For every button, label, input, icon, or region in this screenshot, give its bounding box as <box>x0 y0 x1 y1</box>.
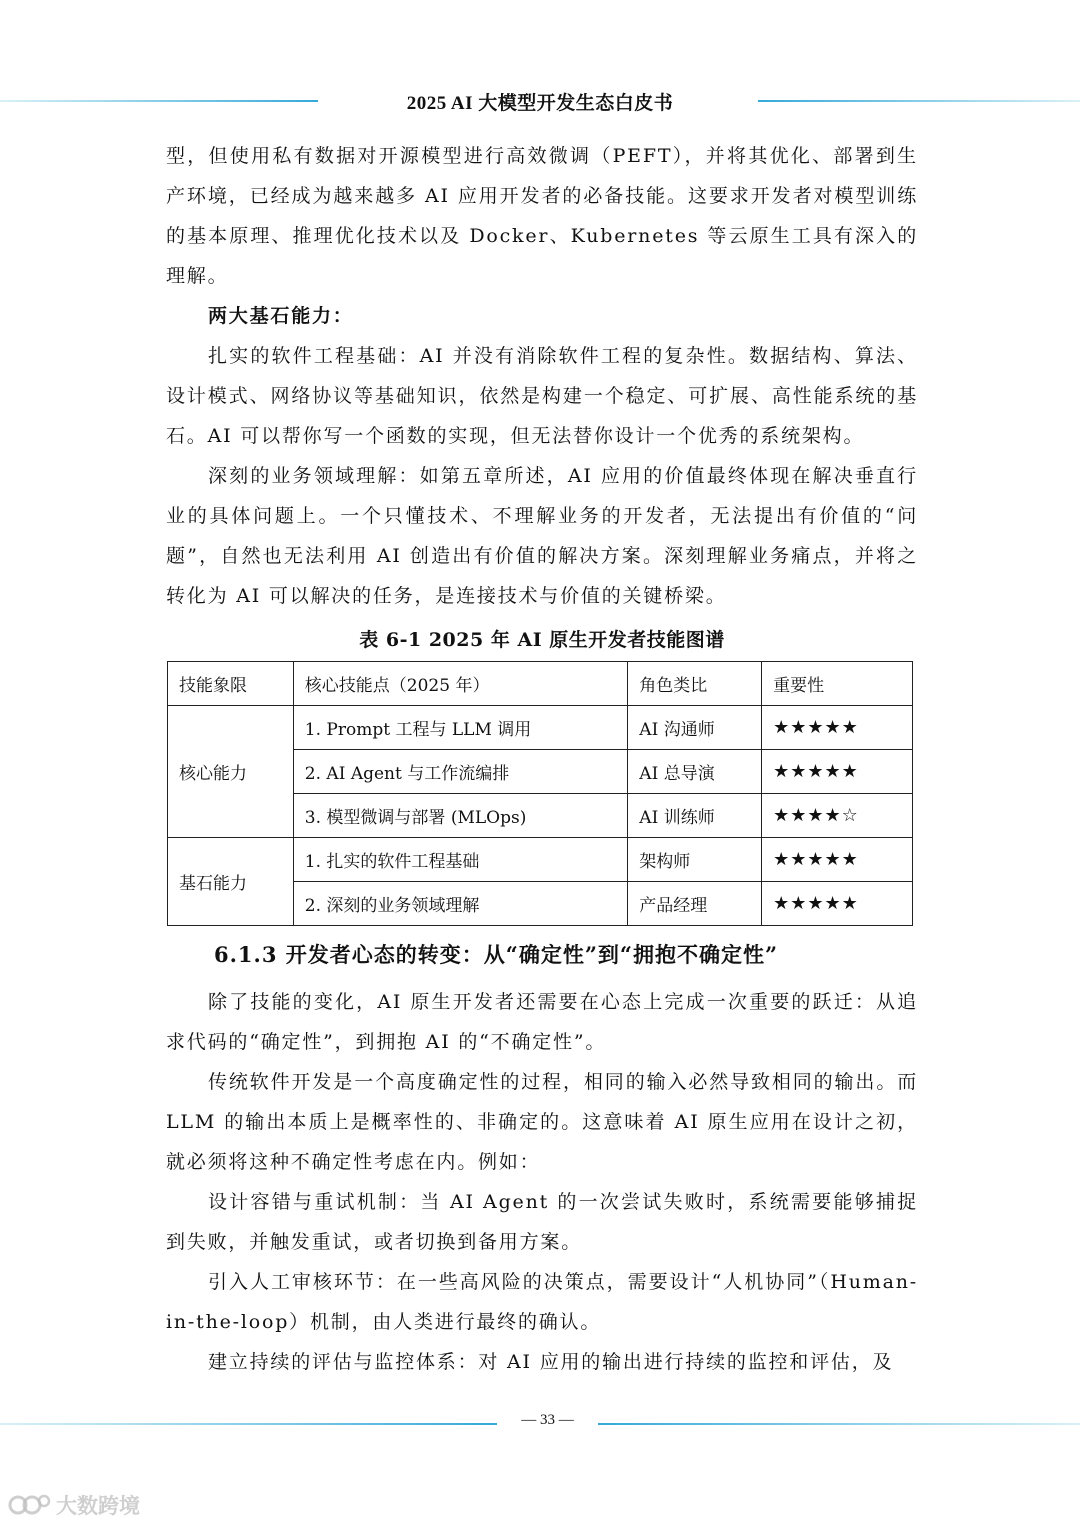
paragraph-continuation: 型，但使用私有数据对开源模型进行高效微调（PEFT），并将其优化、部署到生产环境，已经成为越来越多 AI 应用开发者的必备技能。这要求开发者对模型训练的基本原理、推理优化技术以及 Docker、Kubernetes 等云原生工具有深入的理解。 <box>166 145 918 287</box>
skills-table <box>167 661 913 926</box>
table-row <box>168 706 913 750</box>
rating-stars: ★★★★★ <box>762 882 913 926</box>
table-caption: 表 6-1 2025 年 AI 原生开发者技能图谱 <box>359 629 725 651</box>
role-cell: AI 沟通师 <box>628 706 762 750</box>
page-content <box>166 136 918 1382</box>
paragraph-software-engineering: 扎实的软件工程基础：AI 并没有消除软件工程的复杂性。数据结构、算法、设计模式、网络协议等基础知识，依然是构建一个稳定、可扩展、高性能系统的基石。AI 可以帮你写一个函数的实现，但无法替你设计一个优秀的系统架构。 <box>166 345 918 447</box>
paragraph-fault-tolerance: 设计容错与重试机制：当 AI Agent 的一次尝试失败时，系统需要能够捕捉到失败，并触发重试，或者切换到备用方案。 <box>166 1191 918 1253</box>
watermark-text: 大数跨境 <box>56 1494 140 1518</box>
table-header-row <box>168 662 913 706</box>
section-heading: 6.1.3 开发者心态的转变：从“确定性”到“拥抱不确定性” <box>214 942 779 967</box>
subheading-two-foundations: 两大基石能力： <box>208 305 354 327</box>
skill-cell: 1. Prompt 工程与 LLM 调用 <box>293 706 628 750</box>
role-cell: 架构师 <box>628 838 762 882</box>
quadrant-cell: 核心能力 <box>168 706 294 838</box>
table-row <box>168 838 913 882</box>
page-number: — 33 — <box>521 1412 574 1428</box>
column-header: 重要性 <box>762 662 913 706</box>
header-rule-left <box>0 100 318 102</box>
quadrant-cell: 基石能力 <box>168 838 294 926</box>
watermark-logo-icon <box>8 1492 52 1518</box>
role-cell: 产品经理 <box>628 882 762 926</box>
paragraph-human-review: 引入人工审核环节：在一些高风险的决策点，需要设计“人机协同”（Human-in-the-loop）机制，由人类进行最终的确认。 <box>166 1271 918 1333</box>
paragraph-monitoring: 建立持续的评估与监控体系：对 AI 应用的输出进行持续的监控和评估，及 <box>208 1351 894 1373</box>
running-header-title: 2025 AI 大模型开发生态白皮书 <box>406 93 674 114</box>
column-header: 角色类比 <box>628 662 762 706</box>
skill-cell: 1. 扎实的软件工程基础 <box>293 838 628 882</box>
header-rule-right <box>758 100 1080 102</box>
skill-cell: 2. 深刻的业务领域理解 <box>293 882 628 926</box>
rating-stars: ★★★★★ <box>762 706 913 750</box>
rating-stars: ★★★★☆ <box>762 794 913 838</box>
footer-rule-right <box>598 1423 1080 1425</box>
column-header: 核心技能点（2025 年） <box>293 662 628 706</box>
paragraph-traditional-vs-llm: 传统软件开发是一个高度确定性的过程，相同的输入必然导致相同的输出。而 LLM 的输出本质上是概率性的、非确定的。这意味着 AI 原生应用在设计之初，就必须将这种不确定性考虑在内。例如： <box>166 1071 918 1173</box>
watermark <box>8 1490 140 1520</box>
paragraph-mindset-intro: 除了技能的变化，AI 原生开发者还需要在心态上完成一次重要的跃迁：从追求代码的“确定性”，到拥抱 AI 的“不确定性”。 <box>166 991 918 1053</box>
footer-rule-left <box>0 1423 497 1425</box>
skill-cell: 2. AI Agent 与工作流编排 <box>293 750 628 794</box>
role-cell: AI 总导演 <box>628 750 762 794</box>
rating-stars: ★★★★★ <box>762 838 913 882</box>
paragraph-business-domain: 深刻的业务领域理解：如第五章所述，AI 应用的价值最终体现在解决垂直行业的具体问题上。一个只懂技术、不理解业务的开发者，无法提出有价值的“问题”，自然也无法利用 AI 创造出有价值的解决方案。深刻理解业务痛点，并将之转化为 AI 可以解决的任务，是连接技术与价值的关键桥梁。 <box>166 465 918 607</box>
column-header: 技能象限 <box>168 662 294 706</box>
role-cell: AI 训练师 <box>628 794 762 838</box>
skill-cell: 3. 模型微调与部署 (MLOps) <box>293 794 628 838</box>
rating-stars: ★★★★★ <box>762 750 913 794</box>
